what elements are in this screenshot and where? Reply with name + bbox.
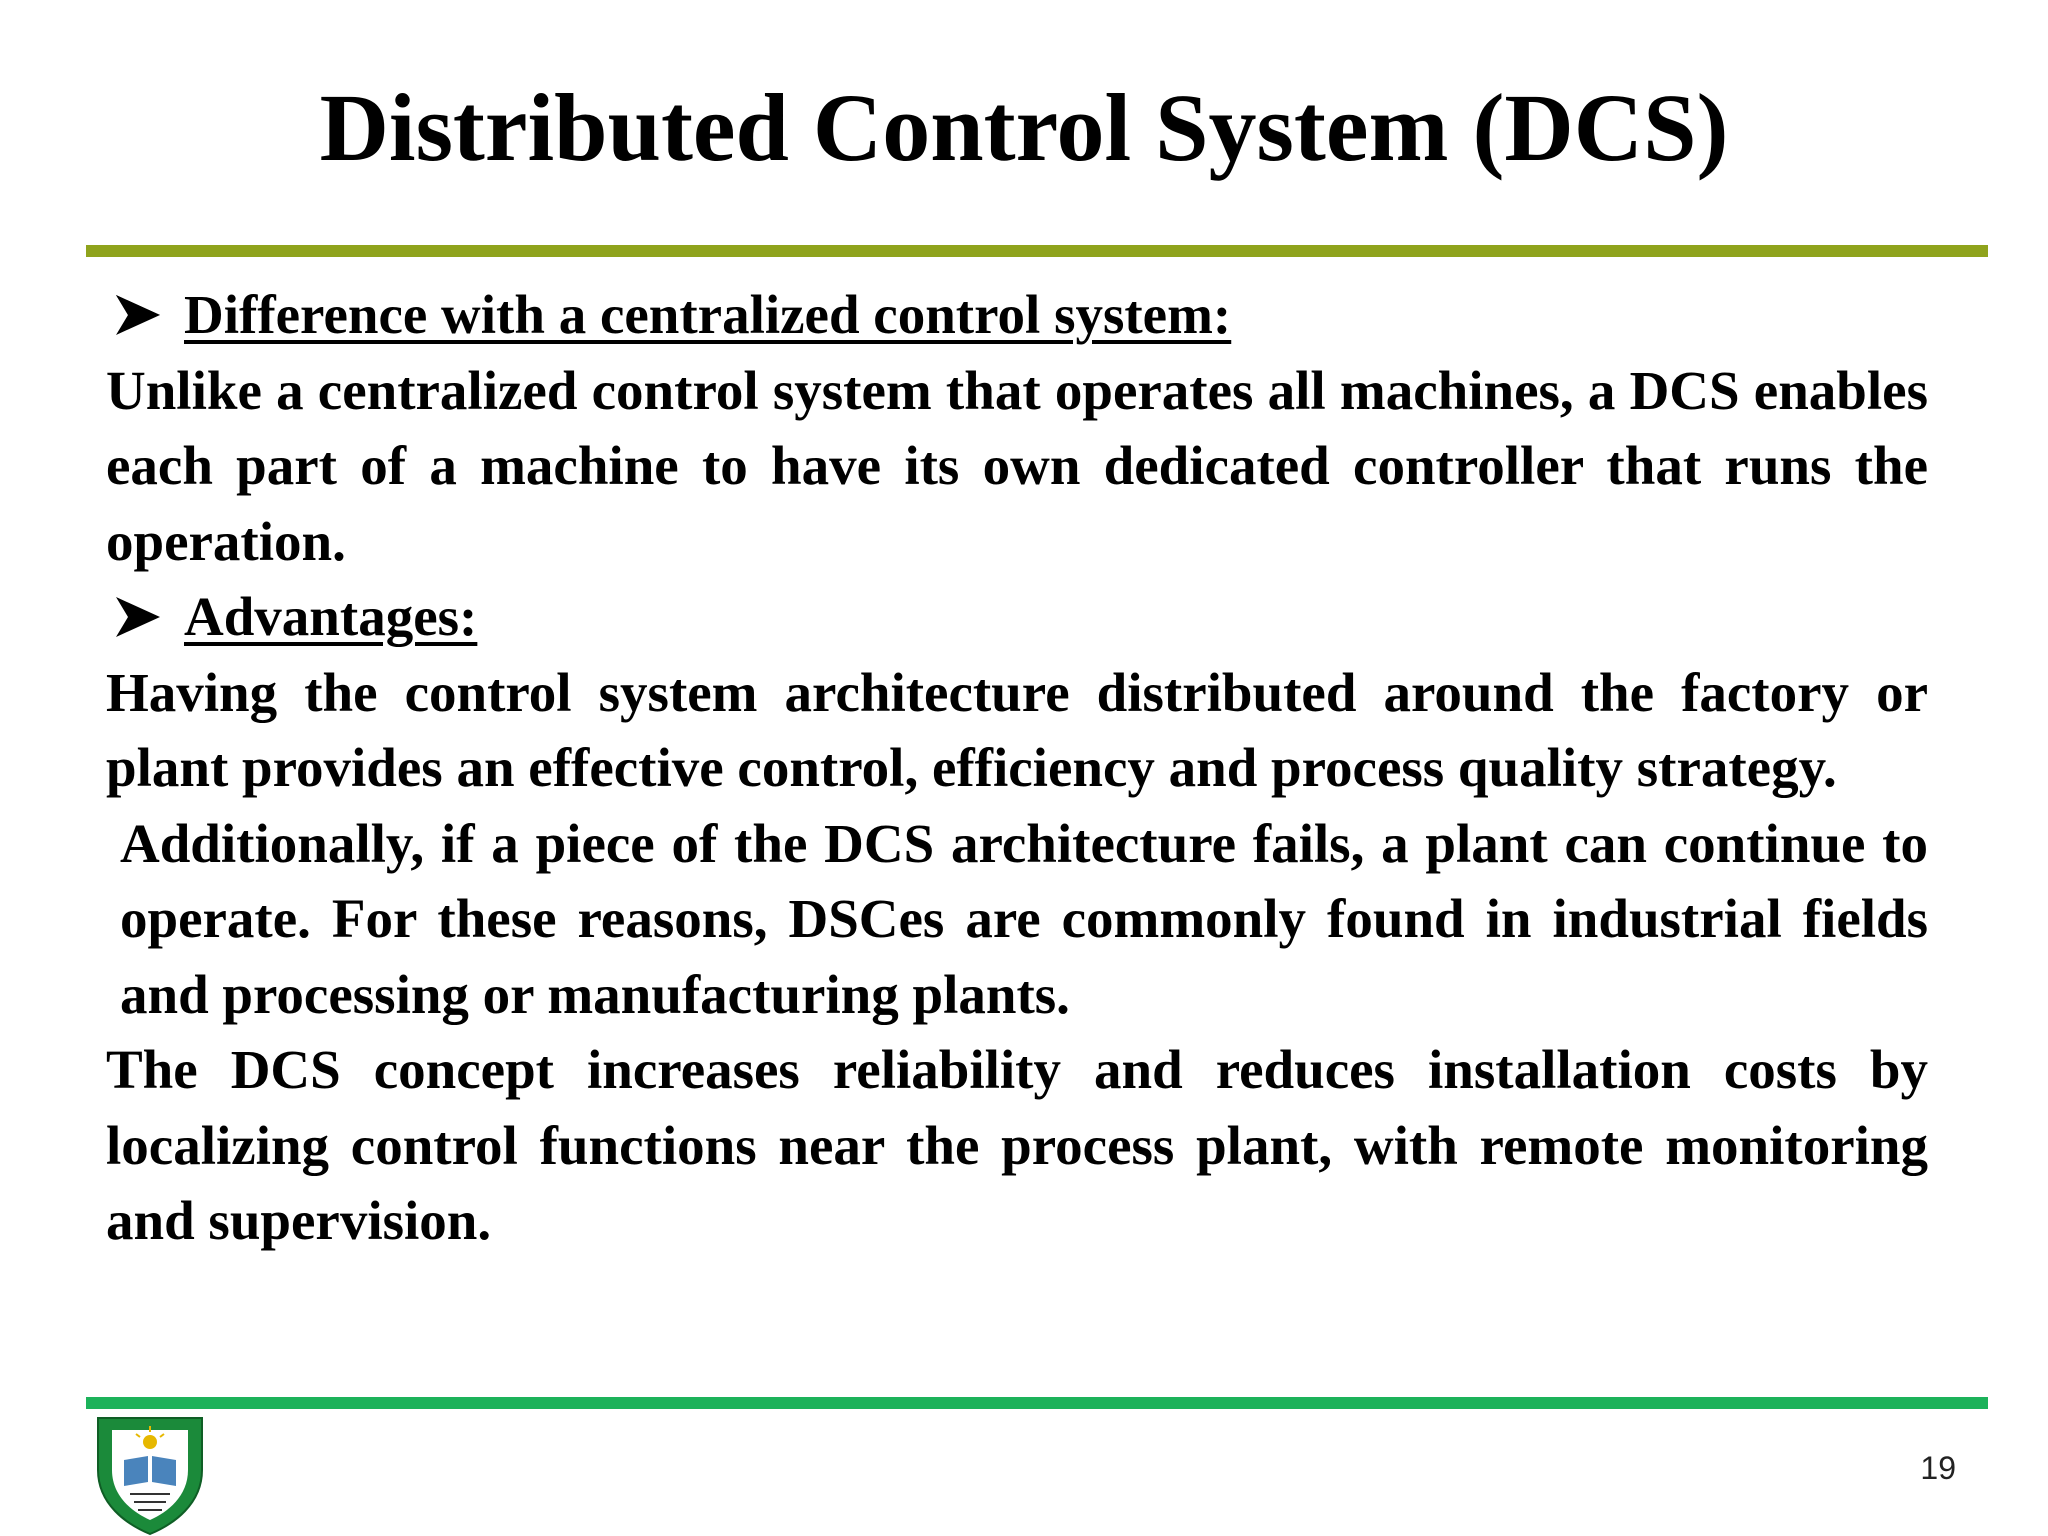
slide-content <box>106 277 1928 1259</box>
slide-title: Distributed Control System (DCS) <box>319 74 1729 181</box>
page-number: 19 <box>1920 1450 1956 1486</box>
university-crest-logo <box>90 1412 210 1536</box>
bullet-advantages <box>106 579 1928 655</box>
advantages-paragraph-1: Having the control system architecture distributed around the factory or plant provides an effective control, efficiency and process quality strategy. <box>106 661 1928 798</box>
arrow-bullet-icon <box>110 277 170 352</box>
bullet-difference <box>106 277 1928 353</box>
difference-body: Unlike a centralized control system that operates all machines, a DCS enables each part of a machine to have its own dedicated controller that runs the operation. <box>106 359 1928 572</box>
advantages-paragraph-3: The DCS concept increases reliability and reduces installation costs by localizing control functions near the process plant, with remote monitoring and supervision. <box>106 1039 1928 1251</box>
advantages-paragraph-2: Additionally, if a piece of the DCS architecture fails, a plant can continue to operate. For these reasons, DSCes are commonly found in industrial fields and processing or manufacturing plants. <box>120 812 1928 1025</box>
arrow-bullet-icon <box>110 579 170 654</box>
section-heading-difference: Difference with a centralized control system: <box>184 284 1232 345</box>
section-heading-advantages: Advantages: <box>184 586 478 647</box>
title-divider <box>86 245 1988 257</box>
footer-divider <box>86 1397 1988 1409</box>
